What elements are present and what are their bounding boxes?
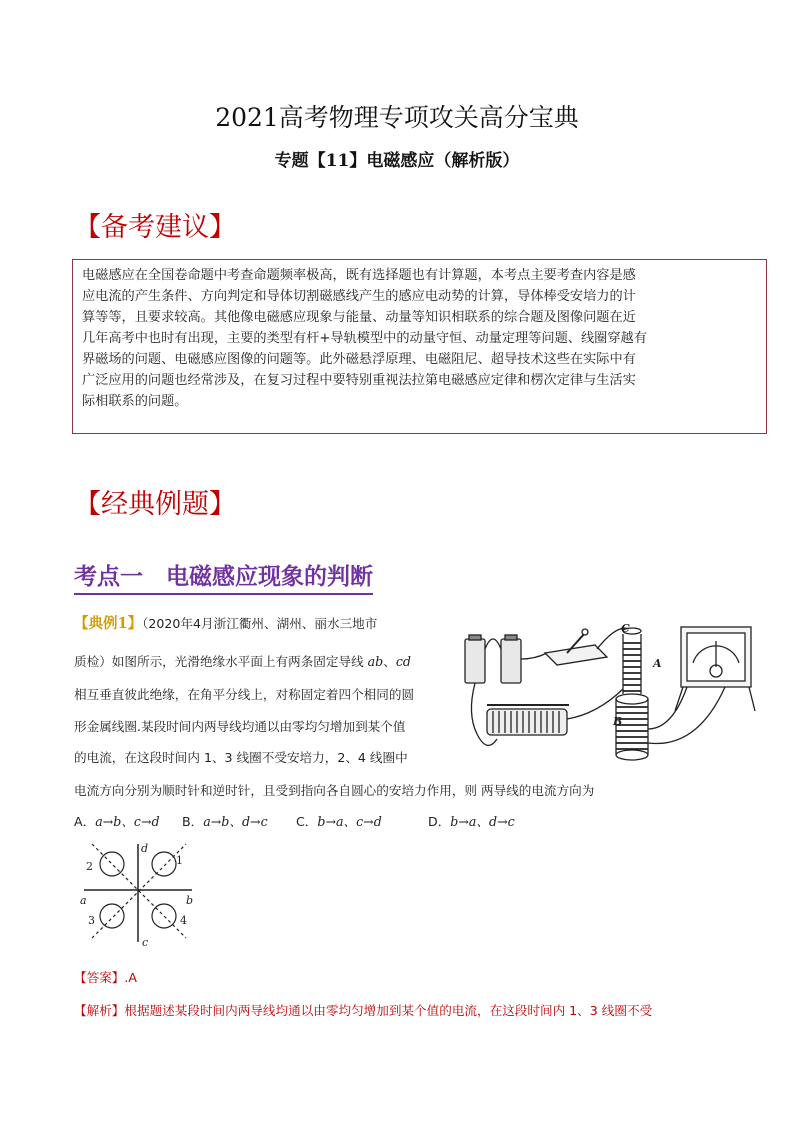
preparation-box: [72, 259, 767, 434]
coil-3: [100, 904, 124, 928]
preparation-line: 算等等，且要求较高。其他像电磁感应现象与能量、动量等知识相联系的综合题及图像问题在近: [82, 310, 636, 325]
option-d: [428, 811, 515, 830]
preparation-line: 几年高考中也时有出现，主要的类型有杆+导轨模型中的动量守恒、动量定理等问题、线圈穿越有: [82, 331, 647, 346]
example-text: 、: [383, 654, 396, 669]
wire-cd-label: cd: [395, 654, 411, 669]
battery-2: [501, 639, 521, 683]
option-b: [182, 811, 268, 830]
label-3: 3: [88, 914, 95, 927]
option-text: b→a、d→c: [450, 814, 515, 829]
preparation-line: 应电流的产生条件、方向判定和导体切割磁感线产生的感应电动势的计算，导体棒受安培力的计: [82, 289, 636, 304]
battery-1: [465, 639, 485, 683]
analysis-text: 根据题述某段时间内两导线均通以由零均匀增加到某个值的电流，在这段时间内 1、3 线圈不受: [124, 1003, 653, 1018]
example-line-1: [74, 612, 377, 633]
label-c-small: c: [142, 936, 149, 948]
coil-4: [152, 904, 176, 928]
label-c: C: [621, 622, 630, 635]
label-b-small: b: [186, 894, 194, 907]
label-b: B: [613, 715, 623, 728]
crossed-wires-figure: [80, 842, 196, 948]
option-letter: C．: [296, 814, 318, 829]
section-heading-classic: 【经典例题】: [74, 489, 236, 520]
analysis-line: [74, 1000, 652, 1019]
example-line-3: 相互垂直彼此绝缘，在角平分线上，对称固定着四个相同的圆: [74, 687, 415, 702]
option-text: a→b、c→d: [95, 814, 160, 829]
apparatus-figure: [457, 619, 757, 769]
example-line-4: 形金属线圈.某段时间内两导线均通以由零均匀增加到某个值: [74, 719, 406, 734]
option-text: b→a、c→d: [317, 814, 382, 829]
example-line-6: 电流方向分别为顺时针和逆时针，且受到指向各自圆心的安培力作用，则 两导线的电流方向为: [74, 783, 595, 798]
option-c: [296, 811, 382, 830]
coil-a: [623, 643, 641, 691]
label-1: 1: [176, 854, 183, 867]
option-letter: A．: [74, 814, 96, 829]
analysis-label: 【解析】: [74, 1003, 125, 1018]
section-heading-preparation: 【备考建议】: [74, 212, 236, 243]
label-a: A: [653, 657, 662, 670]
example-text: 质检）如图所示，光滑绝缘水平面上有两条固定导线: [74, 654, 364, 669]
example-line-5: 的电流，在这段时间内 1、3 线圈不受安培力，2、4 线圈中: [74, 750, 408, 765]
option-letter: B．: [182, 814, 204, 829]
example-source: （2020年4月浙江衢州、湖州、丽水三地市: [142, 616, 378, 631]
example-tag: 【典例1】: [74, 615, 143, 632]
preparation-line: 广泛应用的问题也经常涉及，在复习过程中要特别重视法拉第电磁感应定律和楞次定律与生活实: [82, 373, 636, 388]
label-d: d: [141, 842, 149, 855]
coil-2: [100, 852, 124, 876]
label-a-small: a: [80, 894, 87, 907]
document-title: 2021高考物理专项攻关高分宝典: [215, 103, 579, 132]
coil-b: [616, 707, 648, 749]
example-line-2: [74, 651, 411, 670]
label-2: 2: [86, 860, 93, 873]
option-a: [74, 811, 160, 830]
option-text: a→b、d→c: [203, 814, 268, 829]
document-subtitle: 专题【11】电磁感应（解析版）: [274, 151, 520, 171]
kaodian-heading: 考点一 电磁感应现象的判断: [74, 558, 373, 595]
preparation-line: 际相联系的问题。: [82, 394, 188, 409]
label-4: 4: [180, 914, 187, 927]
preparation-line: 电磁感应在全国卷命题中考查命题频率极高，既有选择题也有计算题，本考点主要考查内容是感: [82, 268, 636, 283]
wire-ab-label: ab: [367, 654, 384, 669]
preparation-line: 界磁场的问题、电磁感应图像的问题等。此外磁悬浮原理、电磁阻尼、超导技术这些在实际中有: [82, 352, 636, 367]
answer-line: [74, 967, 137, 986]
option-letter: D．: [428, 814, 451, 829]
answer-label: 【答案】: [74, 970, 125, 985]
answer-value: .A: [124, 970, 137, 985]
coil-1: [152, 852, 176, 876]
